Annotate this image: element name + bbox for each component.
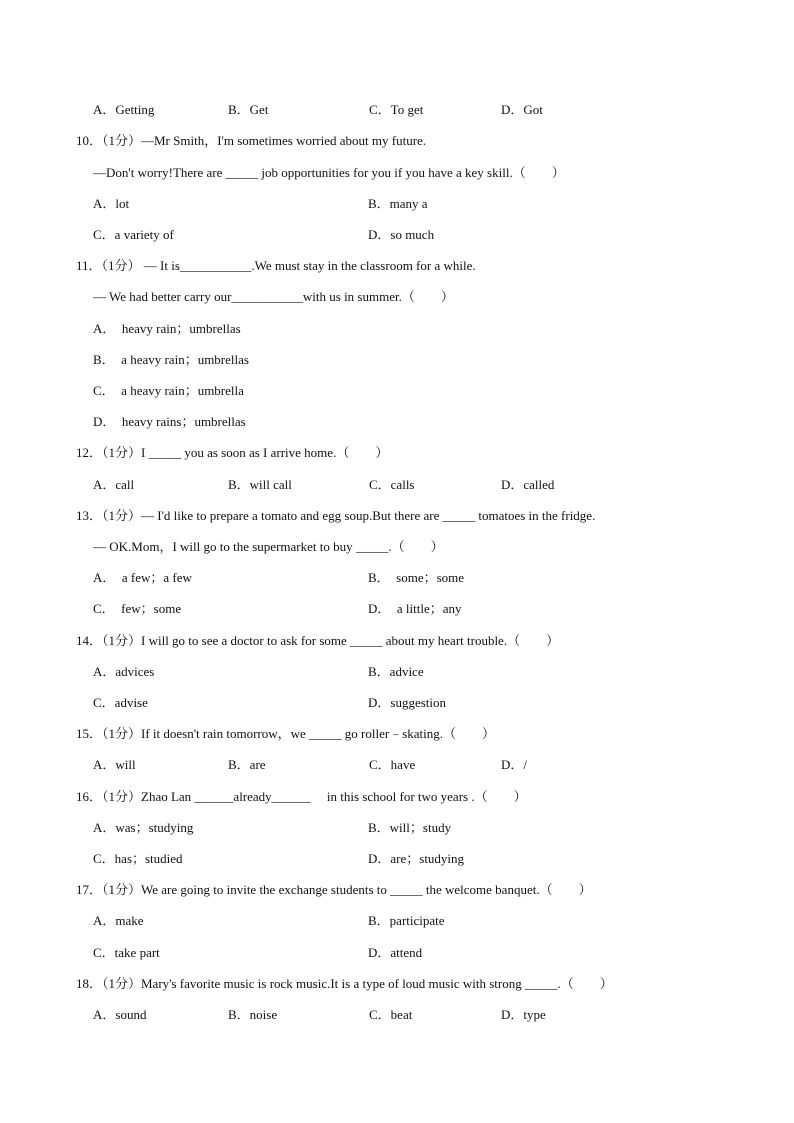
q12-option-c: C．calls xyxy=(369,477,415,492)
q13-option-c: C． few；some xyxy=(93,601,182,616)
q12-option-a: A．call xyxy=(93,477,135,492)
q13-stem: 13．（1分）— I'd like to prepare a tomato and egg soup.But there are _____ tomatoes in the fridge. xyxy=(76,508,596,523)
q17-stem: 17．（1分）We are going to invite the exchange students to _____ the welcome banquet.（ ） xyxy=(76,882,592,897)
q9-option-d: D．Got xyxy=(501,102,543,117)
q11-option-c: C． a heavy rain；umbrella xyxy=(93,383,244,398)
q18-option-d: D．type xyxy=(501,1007,546,1022)
q15-stem: 15．（1分）If it doesn't rain tomorrow，we _____ go roller﹣skating.（ ） xyxy=(76,726,496,741)
q17-option-d: D．attend xyxy=(368,945,423,960)
q10-stem: 10．（1分）—Mr Smith，I'm sometimes worried about my future. xyxy=(76,133,427,148)
q14-option-c: C．advise xyxy=(93,695,148,710)
q14-option-b: B．advice xyxy=(368,664,424,679)
q16-stem: 16．（1分）Zhao Lan ______already______ in this school for two years .（ ） xyxy=(76,789,527,804)
q10-option-c: C．a variety of xyxy=(93,227,174,242)
q9-option-b: B．Get xyxy=(228,102,269,117)
q12-stem: 12．（1分）I _____ you as soon as I arrive home.（ ） xyxy=(76,445,389,460)
q11-option-d: D． heavy rains；umbrellas xyxy=(93,414,246,429)
q13-option-b: B． some；some xyxy=(368,570,465,585)
q17-option-c: C．take part xyxy=(93,945,160,960)
q11-option-a: A． heavy rain；umbrellas xyxy=(93,321,241,336)
q18-stem: 18．（1分）Mary's favorite music is rock music.It is a type of loud music with strong _____.（ ） xyxy=(76,976,613,991)
q10-option-d: D．so much xyxy=(368,227,435,242)
q16-option-d: D．are；studying xyxy=(368,851,465,866)
q15-option-a: A．will xyxy=(93,757,136,772)
q14-option-d: D．suggestion xyxy=(368,695,447,710)
q18-option-b: B．noise xyxy=(228,1007,278,1022)
q15-option-b: B．are xyxy=(228,757,266,772)
q16-option-a: A．was；studying xyxy=(93,820,194,835)
q9-option-a: A．Getting xyxy=(93,102,155,117)
q11-line2: — We had better carry our___________with us in summer.（ ） xyxy=(93,289,454,304)
q14-stem: 14．（1分）I will go to see a doctor to ask for some _____ about my heart trouble.（ ） xyxy=(76,633,560,648)
q13-line2: — OK.Mom，I will go to the supermarket to buy _____.（ ） xyxy=(93,539,444,554)
q10-option-a: A．lot xyxy=(93,196,130,211)
q9-option-c: C．To get xyxy=(369,102,424,117)
q17-option-b: B．participate xyxy=(368,913,445,928)
q12-option-d: D．called xyxy=(501,477,555,492)
q17-option-a: A．make xyxy=(93,913,144,928)
q18-option-a: A．sound xyxy=(93,1007,147,1022)
q15-option-c: C．have xyxy=(369,757,416,772)
q11-stem: 11．（1分） — It is___________.We must stay in the classroom for a while. xyxy=(76,258,476,273)
q10-line2: —Don't worry!There are _____ job opportunities for you if you have a key skill.（ ） xyxy=(93,165,565,180)
q18-option-c: C．beat xyxy=(369,1007,413,1022)
q16-option-c: C．has；studied xyxy=(93,851,183,866)
q13-option-a: A． a few；a few xyxy=(93,570,192,585)
q10-option-b: B．many a xyxy=(368,196,428,211)
q11-option-b: B． a heavy rain；umbrellas xyxy=(93,352,249,367)
q16-option-b: B．will；study xyxy=(368,820,452,835)
q13-option-d: D． a little；any xyxy=(368,601,462,616)
q15-option-d: D．/ xyxy=(501,757,528,772)
q12-option-b: B．will call xyxy=(228,477,292,492)
q14-option-a: A．advices xyxy=(93,664,155,679)
